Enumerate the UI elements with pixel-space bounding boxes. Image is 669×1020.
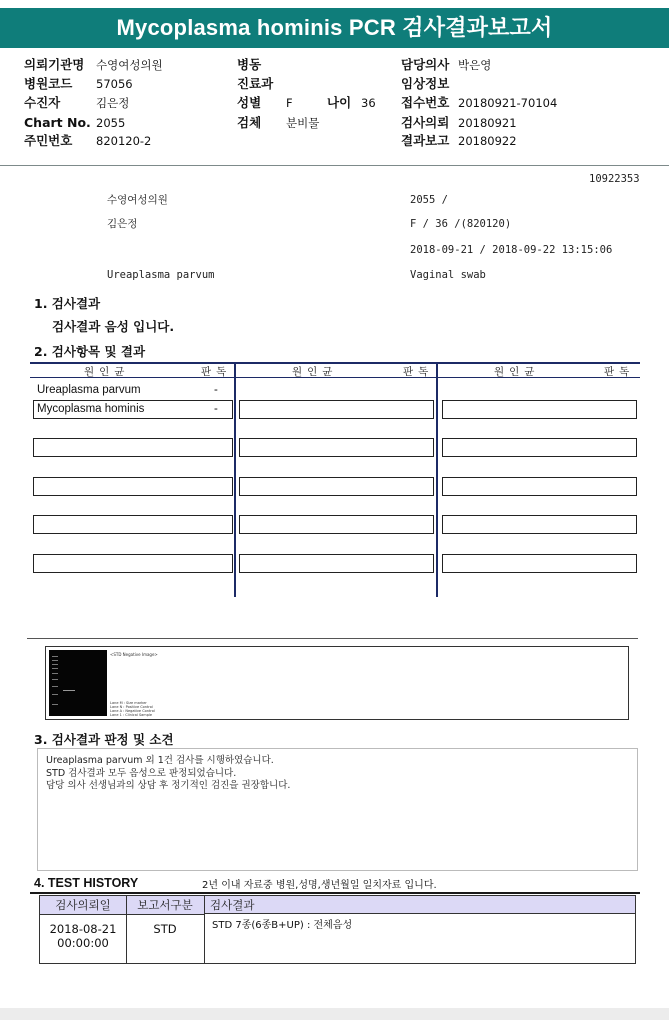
patient-label: 수진자 (24, 95, 61, 110)
empty-cell (442, 554, 637, 573)
report-number: 10922353 (589, 173, 640, 185)
empty-cell (33, 438, 233, 457)
opinion-line-1: Ureaplasma parvum 외 1건 검사를 시행하였습니다. (46, 755, 274, 766)
gel-electrophoresis-image (49, 650, 107, 716)
history-type: STD (153, 922, 177, 936)
empty-cell (442, 400, 637, 419)
chart-no-value: 2055 (96, 116, 126, 130)
age-label: 나이 (327, 95, 352, 110)
institution-value: 수영여성의원 (96, 58, 163, 72)
report-label: 결과보고 (401, 133, 450, 148)
col-header-judgement-1: 판독 (201, 366, 232, 378)
opinion-line-2: STD 검사결과 모두 음성으로 판정되었습니다. (46, 767, 237, 779)
age-value: 36 (361, 96, 376, 110)
col-header-pathogen-2: 원인균 (292, 366, 338, 378)
page-bottom-bar (0, 1008, 669, 1020)
gel-caption: <STD Negative Image> (110, 652, 158, 657)
info-patient: 김은정 (107, 218, 138, 230)
report-title: Mycoplasma hominis PCR 검사결과보고서 (0, 8, 669, 48)
specimen-label: 검체 (237, 115, 262, 130)
receipt-label: 접수번호 (401, 95, 450, 110)
resident-no-label: 주민번호 (24, 133, 73, 148)
gel-divider (27, 638, 638, 639)
section2-title: 2. 검사항목 및 결과 (34, 344, 146, 359)
history-col-result: 검사결과 (204, 896, 635, 914)
empty-cell (239, 515, 434, 534)
info-clinic: 수영여성의원 (107, 194, 168, 206)
request-label: 검사의뢰 (401, 115, 450, 130)
specimen-value: 분비물 (286, 116, 320, 130)
empty-cell (33, 477, 233, 496)
chart-no-label: Chart No. (24, 115, 91, 130)
section3-title: 3. 검사결과 판정 및 소견 (34, 732, 174, 747)
doctor-label: 담당의사 (401, 57, 450, 72)
table-divider-1 (234, 364, 236, 597)
empty-cell (239, 477, 434, 496)
col-header-pathogen-3: 원인균 (494, 366, 540, 378)
history-table (39, 895, 636, 964)
gel-legend-2: Lane N : Positive Control (110, 705, 153, 709)
hospital-code-label: 병원코드 (24, 76, 73, 91)
history-date: 2018-08-21 (49, 922, 117, 936)
request-value: 20180921 (458, 116, 517, 130)
info-specimen: Vaginal swab (410, 269, 486, 281)
empty-cell (33, 554, 233, 573)
resident-no-value: 820120-2 (96, 134, 152, 148)
receipt-value: 20180921-70104 (458, 96, 558, 110)
gel-legend-3: Lane A : Negative Control (110, 709, 155, 713)
history-top-rule (30, 892, 640, 894)
result-row-2-name: Mycoplasma hominis (33, 400, 233, 419)
header-divider (0, 165, 669, 166)
table-divider-2 (436, 364, 438, 597)
col-header-judgement-2: 판독 (403, 366, 434, 378)
info-sex-age: F / 36 /(820120) (410, 218, 512, 230)
sex-value: F (286, 96, 293, 110)
empty-cell (442, 477, 637, 496)
clinical-label: 임상정보 (401, 76, 450, 91)
section4-title: 4. TEST HISTORY (34, 876, 139, 890)
opinion-line-3: 담당 의사 선생님과의 상담 후 정기적인 검진을 권장합니다. (46, 780, 291, 791)
section1-result: 검사결과 음성 입니다. (52, 319, 175, 334)
history-result: STD 7종(6종B+UP) : 전체음성 (212, 920, 353, 931)
result-row-1-value: - (214, 384, 218, 396)
empty-cell (239, 438, 434, 457)
report-value: 20180922 (458, 134, 517, 148)
history-time: 00:00:00 (57, 936, 109, 950)
gel-legend-4: Lane 1 : Clinical Sample (110, 713, 153, 717)
history-note: 2년 이내 자료중 병원,성명,생년월일 일치자료 입니다. (202, 880, 437, 891)
col-header-judgement-3: 판독 (604, 366, 635, 378)
empty-cell (239, 400, 434, 419)
col-header-pathogen-1: 원인균 (84, 366, 130, 378)
hospital-code-value: 57056 (96, 77, 133, 91)
info-chart: 2055 / (410, 194, 448, 206)
sex-label: 성별 (237, 95, 262, 110)
doctor-value: 박은영 (458, 58, 492, 72)
opinion-textbox (37, 748, 638, 871)
result-row-2-value: - (214, 403, 218, 415)
institution-label: 의뢰기관명 (24, 57, 85, 72)
gel-image-panel (45, 646, 629, 720)
empty-cell (442, 438, 637, 457)
info-dates: 2018-09-21 / 2018-09-22 13:15:06 (410, 244, 613, 256)
section1-title: 1. 검사결과 (34, 296, 101, 311)
history-col-type: 보고서구분 (126, 896, 204, 915)
gel-legend-1: Lane M : Size marker (110, 701, 147, 705)
patient-value: 김은정 (96, 96, 130, 110)
history-col-date: 검사의뢰일 (40, 896, 126, 915)
result-row-1-name: Ureaplasma parvum (37, 384, 141, 396)
empty-cell (442, 515, 637, 534)
empty-cell (33, 515, 233, 534)
dept-label: 진료과 (237, 76, 274, 91)
history-divider (204, 896, 205, 963)
ward-label: 병동 (237, 57, 262, 72)
empty-cell (239, 554, 434, 573)
info-organism: Ureaplasma parvum (107, 269, 215, 281)
